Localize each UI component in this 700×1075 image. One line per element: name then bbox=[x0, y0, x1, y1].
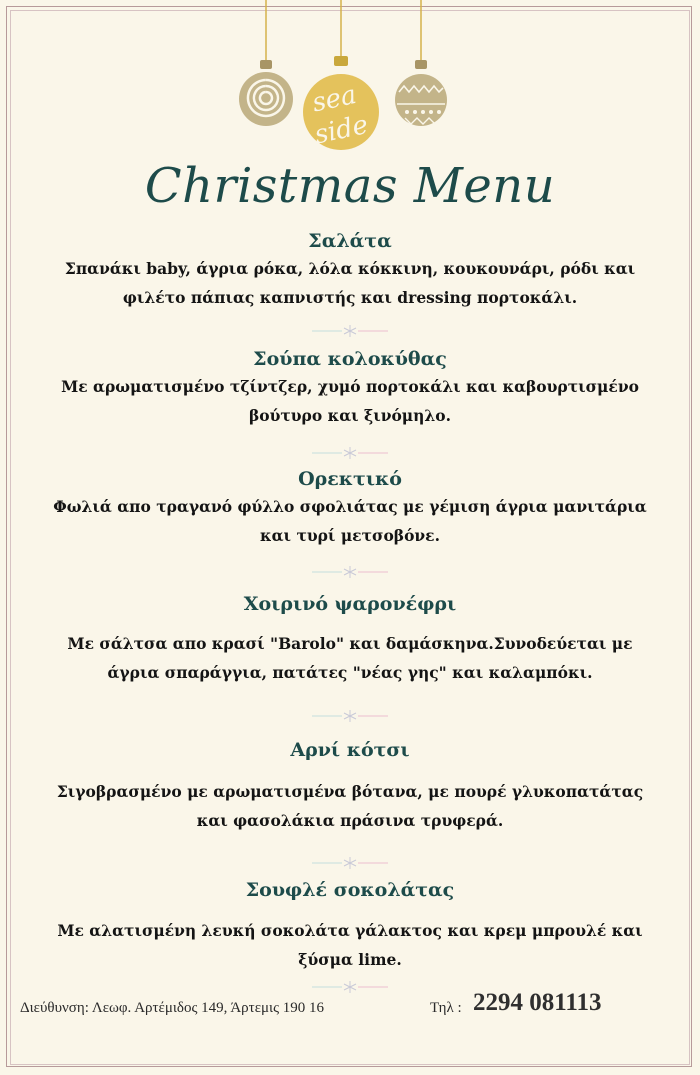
right-ornament-icon bbox=[395, 60, 447, 126]
snowflake-divider-icon bbox=[310, 857, 390, 869]
course-description-line: βούτυρο και ξινόμηλο. bbox=[248, 406, 452, 425]
course-description-line: και τυρί μετσοβόνε. bbox=[260, 526, 440, 545]
course-name: Σαλάτα bbox=[308, 230, 392, 252]
course-lamb-shank bbox=[20, 737, 680, 835]
phone-label: Τηλ : bbox=[430, 1000, 462, 1016]
left-ornament-icon bbox=[239, 60, 293, 126]
snowflake-divider-icon bbox=[310, 325, 390, 337]
menu-title: Christmas Menu bbox=[144, 158, 556, 214]
course-description-line: Σιγοβρασμένο με αρωματισμένα βότανα, με πουρέ γλυκοπατάτας bbox=[56, 782, 644, 801]
christmas-ornaments bbox=[0, 0, 700, 160]
course-name: Αρνί κότσι bbox=[290, 739, 410, 761]
course-description-line: Με αρωματισμένο τζίντζερ, χυμό πορτοκάλι και καβουρτισμένο bbox=[61, 377, 639, 396]
course-description-line: Φωλιά απο τραγανό φύλλο σφολιάτας με γέμιση άγρια μανιτάρια bbox=[53, 497, 647, 516]
course-name: Ορεκτικό bbox=[298, 468, 402, 490]
course-pork-fillet bbox=[20, 591, 680, 687]
course-description-line: Σπανάκι baby, άγρια ρόκα, λόλα κόκκινη, κουκουνάρι, ρόδι και bbox=[64, 259, 636, 278]
logo-text-top: sea bbox=[309, 79, 360, 119]
course-description-line: Με αλατισμένη λευκή σοκολάτα γάλακτος και κρεμ μπρουλέ και bbox=[57, 921, 643, 940]
course-name: Χοιρινό ψαρονέφρι bbox=[243, 593, 457, 615]
course-description-line: ξύσμα lime. bbox=[298, 950, 402, 969]
course-name: Σουφλέ σοκολάτας bbox=[245, 879, 455, 901]
course-description-line: άγρια σπαράγγια, πατάτες "νέας γης" και καλαμπόκι. bbox=[107, 663, 593, 682]
course-description-line: και φασολάκια πράσινα τρυφερά. bbox=[196, 811, 504, 830]
snowflake-divider-icon bbox=[310, 447, 390, 459]
course-appetizer bbox=[20, 466, 680, 550]
course-pumpkin-soup bbox=[20, 346, 680, 430]
snowflake-divider-icon bbox=[310, 710, 390, 722]
course-chocolate-souffle bbox=[20, 877, 680, 974]
logo-ornament-icon bbox=[303, 56, 379, 150]
snowflake-divider-icon bbox=[310, 981, 390, 993]
address-text: Διεύθυνση: Λεωφ. Αρτέμιδος 149, Άρτεμις 190 16 bbox=[20, 1000, 325, 1016]
logo-text-bottom: side bbox=[311, 109, 371, 151]
snowflake-divider-icon bbox=[310, 566, 390, 578]
course-description-line: Με σάλτσα απο κρασί "Barolo" και δαμάσκηνα.Συνοδεύεται με bbox=[67, 634, 633, 653]
phone-number[interactable]: 2294 081113 bbox=[473, 989, 602, 1016]
course-salad bbox=[20, 228, 680, 312]
course-description-line: φιλέτο πάπιας καπνιστής και dressing πορτοκάλι. bbox=[122, 288, 578, 307]
course-name: Σούπα κολοκύθας bbox=[253, 348, 447, 370]
